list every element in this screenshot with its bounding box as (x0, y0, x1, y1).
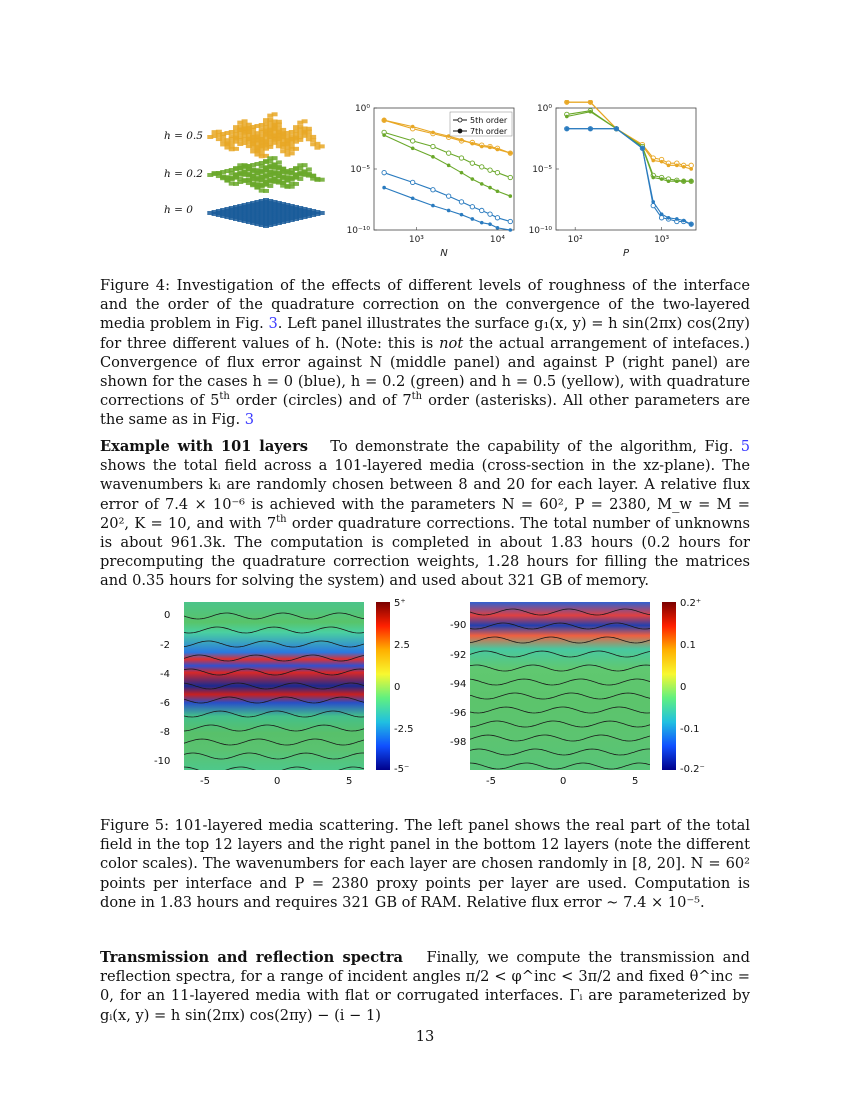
surface-cell (297, 138, 303, 142)
interface-line (470, 637, 650, 643)
surface-cell (216, 130, 222, 134)
interface-line (184, 655, 364, 661)
chart-p-svg (522, 100, 702, 260)
surface-cell (242, 119, 248, 123)
heatmap-right-waves (470, 602, 650, 770)
interface-line (470, 749, 650, 755)
surface-cell (310, 135, 316, 139)
heatmap-left-xtick: 0 (274, 776, 281, 787)
data-point (508, 151, 512, 155)
data-point (589, 100, 593, 104)
data-point (459, 200, 463, 204)
data-point (508, 194, 512, 198)
example-101-paragraph (100, 437, 750, 591)
data-point (675, 217, 679, 221)
surface-cell (272, 180, 278, 184)
paragraph-text: Finally, we compute the transmission and reflection spectra, for a range of incident angles π/2 < φ^inc < 3π/2 and fixed θ^inc = 0, for an 11-layered media with flat or corrugated interfaces. Γᵢ are parameterized by gᵢ(x, y) = h sin(2πx) cos(2πy) − (i − 1) (100, 949, 751, 1024)
surface-cell (302, 131, 308, 135)
data-point (460, 138, 464, 142)
surface-cell (250, 181, 256, 185)
data-point (488, 146, 492, 150)
heatmap-left-waves (184, 602, 364, 770)
data-point (689, 167, 693, 171)
colorbar-right-label: 0 (680, 682, 687, 693)
x-axis-label: N (440, 248, 448, 259)
colorbar-left-label: -2.5 (394, 724, 414, 735)
data-point (659, 216, 663, 220)
surface-cell (293, 132, 299, 136)
data-point (488, 186, 492, 190)
data-point (480, 145, 484, 149)
figure5-caption: Figure 5: 101-layered media scattering. The left panel shows the real part of the total field in the top 12 layers and the right panel in the bottom 12 layers (note the different color scales). The wavenumbers for each layer are chosen randomly in [8, 20]. N = 60² points per interface and P = 2380 proxy points per layer are used. Computation is done in 1.83 hours and requires 321 GB of RAM. Relative flux error ∼ 7.4 × 10⁻⁵. (100, 817, 750, 911)
data-point (689, 163, 693, 167)
surface-cell (293, 147, 299, 151)
surface-cell (284, 149, 290, 153)
y-tick-label: 10⁰ (354, 104, 370, 114)
surface-h0 (207, 198, 324, 228)
surface-cell (263, 224, 269, 228)
colorbar-right-label: 0.1 (680, 640, 696, 651)
figure-ref-link[interactable]: 3 (268, 315, 278, 333)
data-point (446, 151, 450, 155)
transmission-paragraph (100, 948, 750, 1025)
interface-line (184, 627, 364, 633)
surface-cell (302, 119, 308, 123)
interface-line (184, 725, 364, 731)
data-point (471, 142, 475, 146)
data-point (382, 133, 386, 137)
interface-line (184, 641, 364, 647)
paragraph-text: To demonstrate the capability of the algorithm, Fig. (330, 438, 741, 455)
plot-frame (556, 108, 696, 230)
surface-h02 (207, 156, 324, 193)
figure-ref-link[interactable]: 5 (740, 438, 751, 455)
heatmap-left-panel (154, 598, 420, 798)
y-tick-label: 10⁻¹⁰ (528, 226, 552, 236)
data-point (496, 226, 500, 230)
surface-cell (267, 145, 273, 149)
legend (450, 112, 512, 136)
data-point (431, 155, 435, 159)
heatmap-right (470, 602, 650, 770)
data-point (480, 208, 484, 212)
data-point (682, 179, 686, 183)
data-point (431, 188, 435, 192)
data-point (410, 139, 414, 143)
data-point (488, 222, 492, 226)
superscript: th (411, 391, 423, 403)
data-point (496, 148, 500, 152)
interface-line (470, 693, 650, 699)
data-point (508, 228, 512, 232)
colorbar-left-label: 5⁺ (394, 598, 406, 609)
legend-label: 5th order (470, 116, 508, 125)
interface-line (470, 679, 650, 685)
data-point (480, 165, 484, 169)
caption-text: order (asterisks). All other parameters are the same as in Fig. (100, 392, 750, 429)
data-point (675, 179, 679, 183)
data-point (651, 159, 655, 163)
chart-n-svg (340, 100, 520, 260)
heatmap-left-ytick: -6 (160, 698, 170, 709)
interface-line (184, 753, 364, 759)
legend-label: 7th order (470, 127, 508, 136)
data-point (460, 213, 464, 217)
caption-text: . Left panel illustrates the surface g₁(x, y) = h sin(2πx) cos(2πy) for three different values of h. (Note: this is (100, 315, 751, 352)
data-point (675, 164, 679, 168)
surface-cell (272, 112, 278, 116)
interface-line (470, 665, 650, 671)
figure4-caption (100, 276, 750, 430)
heatmap-left-ytick: -8 (160, 727, 170, 738)
heatmap-right-ytick: -98 (450, 737, 467, 748)
interface-line (470, 735, 650, 741)
caption-emphasis: not (439, 334, 464, 352)
colorbar-right-label: -0.2⁻ (680, 764, 705, 775)
y-tick-label: 10⁻⁵ (532, 165, 552, 175)
interface-line (470, 707, 650, 713)
surface-label-h05: h = 0.5 (164, 130, 203, 142)
page-number: 13 (415, 1028, 435, 1045)
surface-illustration (160, 98, 335, 238)
data-point (682, 165, 686, 169)
data-point (615, 127, 619, 131)
x-tick-label: 10³ (654, 235, 670, 245)
data-point (565, 100, 569, 104)
interface-line (470, 763, 650, 769)
interface-line (470, 623, 650, 629)
surface-plots (196, 98, 336, 238)
paragraph-text: order quadrature corrections. The total number of unknowns is about 961.3k. The computation is completed in about 1.83 hours (0.2 hours for precomputing the quadrature correction weights, 1.28 hours for filling the matrices and 0.35 hours for solving the system) and used about 321 GB of memory. (100, 514, 750, 590)
heatmap-right-xtick: -5 (486, 776, 496, 787)
data-point (488, 212, 492, 216)
surface-cell (263, 139, 269, 143)
data-point (411, 196, 415, 200)
caption-text: order (circles) and of 7 (229, 392, 412, 410)
surface-cell (314, 142, 320, 146)
colorbar-right-label: -0.1 (680, 724, 700, 735)
data-point (667, 164, 671, 168)
data-point (382, 118, 386, 122)
data-point (431, 144, 435, 148)
heatmap-right-xtick: 0 (560, 776, 567, 787)
data-point (495, 170, 499, 174)
x-tick-label: 10³ (408, 235, 424, 245)
x-tick-label: 10² (567, 235, 583, 245)
surface-cell (254, 149, 260, 153)
data-point (508, 175, 512, 179)
caption-text: the actual arrangement of intefaces.) Convergence of flux error against N (middle panel) and against P (right panel) are shown for the cases h = 0 (blue), h = 0.2 (green) and h = 0.5 (yellow), with quadrature corrections of 5 (100, 334, 750, 410)
data-point (480, 221, 484, 225)
data-point (495, 216, 499, 220)
surface-cell (280, 142, 286, 146)
surface-cell (263, 189, 269, 193)
data-point (410, 180, 414, 184)
x-axis-label: P (622, 248, 630, 259)
y-tick-label: 10⁰ (536, 104, 552, 114)
data-point (651, 176, 655, 180)
data-point (660, 212, 664, 216)
surface-cell (250, 142, 256, 146)
heatmap-left-ytick: -4 (160, 669, 170, 680)
data-point (651, 200, 655, 204)
data-point (689, 179, 693, 183)
data-point (446, 194, 450, 198)
data-point (411, 146, 415, 150)
heatmap-left-ytick: 0 (164, 610, 171, 621)
data-point (508, 219, 512, 223)
data-point (496, 189, 500, 193)
surface-cell (233, 147, 239, 151)
convergence-plot-n (340, 100, 520, 260)
surface-label-h02: h = 0.2 (164, 168, 203, 180)
interface-line (184, 669, 364, 675)
surface-cell (237, 142, 243, 146)
surface-cell (272, 126, 278, 130)
data-point (565, 127, 569, 131)
data-point (480, 182, 484, 186)
interface-line (184, 739, 364, 745)
surface-cell (302, 173, 308, 177)
surface-cell (272, 166, 278, 170)
heatmap-left-xtick: 5 (346, 776, 353, 787)
heatmap-right-ytick: -90 (450, 620, 467, 631)
data-point (689, 222, 693, 226)
data-point (471, 217, 475, 221)
data-point (660, 177, 664, 181)
interface-line (184, 697, 364, 703)
x-tick-label: 10⁴ (489, 235, 505, 245)
surface-cell (297, 177, 303, 181)
surface-cell (272, 138, 278, 142)
colorbar-left-label: 2.5 (394, 640, 410, 651)
data-point (660, 160, 664, 164)
surface-label-h0: h = 0 (164, 204, 193, 216)
surface-cell (242, 131, 248, 135)
caption-text: Figure 4: Investigation of the effects of different levels of roughness of the interface and the order of the quadrature correction on the convergence of the two-layered media problem in Fig. (100, 277, 750, 333)
colorbar-left-label: 0 (394, 682, 401, 693)
interface-line (470, 609, 650, 615)
superscript: th (219, 391, 230, 403)
surface-cell (276, 130, 282, 134)
surface-cell (267, 184, 273, 188)
surface-cell (233, 132, 239, 136)
data-point (411, 125, 415, 129)
surface-cell (246, 137, 252, 141)
interface-line (184, 683, 364, 689)
paragraph-text: shows the total field across a 101-layered media (cross-section in the xz-plane). The wavenumbers kᵢ are randomly chosen between 8 and 20 for each layer. A relative flux error of 7.4 × 10⁻⁶ is achieved with the parameters N = 60², P = 2380, M_w = M = 20², K = 10, and with 7 (100, 457, 750, 532)
data-point (447, 164, 451, 168)
data-point (470, 161, 474, 165)
interface-line (470, 651, 650, 657)
heatmap-right-ytick: -96 (450, 708, 467, 719)
data-point (431, 204, 435, 208)
data-point (382, 186, 386, 190)
data-point (667, 179, 671, 183)
heatmap-left-xtick: -5 (200, 776, 210, 787)
data-point (470, 205, 474, 209)
data-point (431, 131, 435, 135)
heatmap-right-ytick: -92 (450, 650, 467, 661)
interface-line (184, 711, 364, 717)
interface-line (184, 767, 364, 770)
data-point (667, 216, 671, 220)
y-tick-label: 10⁻⁵ (350, 165, 370, 175)
surface-cell (207, 135, 213, 139)
surface-cell (220, 135, 226, 139)
y-tick-label: 10⁻¹⁰ (346, 226, 370, 236)
data-point (447, 209, 451, 213)
surface-h05 (207, 112, 324, 158)
data-point (488, 168, 492, 172)
surface-cell (224, 142, 230, 146)
colorbar-right (662, 602, 676, 770)
data-point (565, 115, 569, 119)
heatmap-left-ytick: -10 (154, 756, 171, 767)
surface-cell (246, 123, 252, 127)
colorbar-left (376, 602, 390, 770)
data-point (459, 156, 463, 160)
colorbar-right-label: 0.2⁺ (680, 598, 702, 609)
figure-ref-link[interactable]: 3 (244, 411, 255, 429)
convergence-plot-p (522, 100, 702, 260)
colorbar-left-label: -5⁻ (394, 764, 410, 775)
heatmap-right-panel (444, 598, 714, 798)
data-point (460, 171, 464, 175)
data-point (682, 219, 686, 223)
data-point (471, 177, 475, 181)
interface-line (470, 721, 650, 727)
interface-line (184, 613, 364, 619)
data-point (589, 110, 593, 114)
heatmap-left-ytick: -2 (160, 640, 170, 651)
superscript: th (276, 513, 287, 525)
surface-cell (242, 173, 248, 177)
paragraph-heading: Transmission and reflection spectra (100, 949, 403, 966)
heatmap-right-xtick: 5 (632, 776, 639, 787)
data-point (382, 170, 386, 174)
heatmap-right-ytick: -94 (450, 679, 467, 690)
heatmap-left (184, 602, 364, 770)
paragraph-heading: Example with 101 layers (100, 438, 308, 455)
data-point (589, 127, 593, 131)
surface-cell (220, 174, 226, 178)
data-point (641, 146, 645, 150)
